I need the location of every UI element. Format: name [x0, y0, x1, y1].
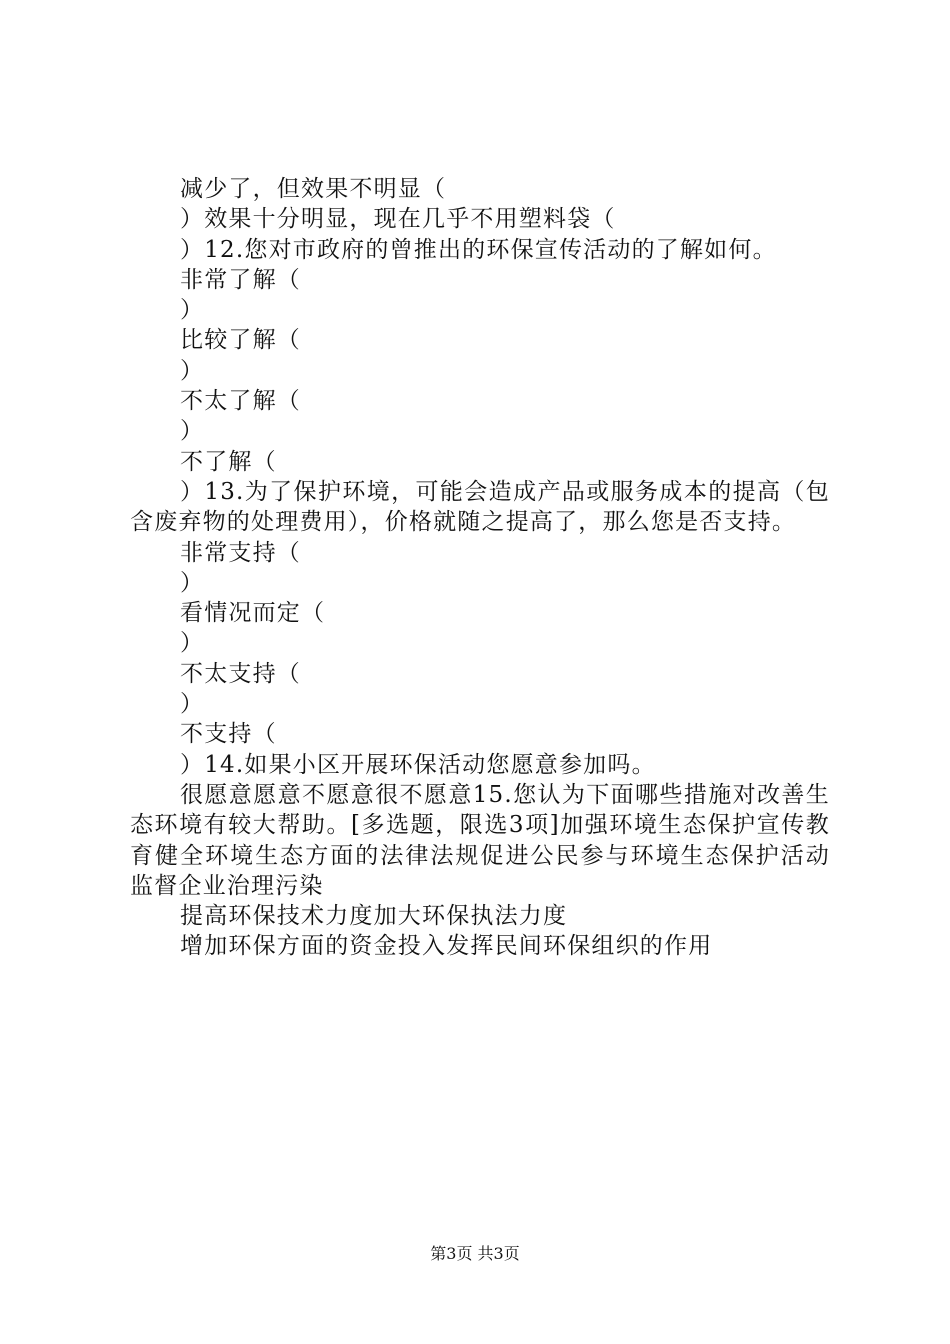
document-body [130, 174, 830, 962]
text-line: ） [180, 691, 205, 718]
text-line: 不支持（ [180, 721, 277, 748]
text-line: ）14.如果小区开展环保活动您愿意参加吗。 [180, 751, 656, 778]
text-line: 提高环保技术力度加大环保执法力度 [180, 903, 568, 930]
text-line: 不太了解（ [180, 388, 301, 415]
question-13-paragraph: ）13.为了保护环境，可能会造成产品或服务成本的提高（包含废弃物的处理费用），价格就随之提高了，那么您是否支持。 [130, 478, 830, 536]
text-line: 不了解（ [180, 448, 277, 475]
text-line: ）12.您对市政府的曾推出的环保宣传活动的了解如何。 [180, 236, 777, 263]
text-line: ） [180, 569, 205, 596]
question-15-paragraph: 很愿意愿意不愿意很不愿意15.您认为下面哪些措施对改善生态环境有较大帮助。[多选题，限选3项]加强环境生态保护宣传教育健全环境生态方面的法律法规促进公民参与环境生态保护活动监督企业治理污染 [130, 781, 830, 899]
text-line: ）效果十分明显，现在几乎不用塑料袋（ [180, 206, 616, 233]
text-line: 减少了，但效果不明显（ [180, 176, 447, 202]
text-line: ） [180, 418, 205, 445]
text-line: ） [180, 630, 205, 657]
text-line: 非常支持（ [180, 539, 301, 566]
text-line: 看情况而定（ [180, 600, 326, 627]
text-line: 比较了解（ [180, 327, 301, 354]
page-footer: 第3页 共3页 [430, 1244, 520, 1263]
text-line: 不太支持（ [180, 660, 301, 687]
text-line: ） [180, 297, 205, 324]
text-line: 非常了解（ [180, 266, 301, 293]
text-line: ） [180, 357, 205, 384]
text-line: 增加环保方面的资金投入发挥民间环保组织的作用 [180, 933, 713, 960]
